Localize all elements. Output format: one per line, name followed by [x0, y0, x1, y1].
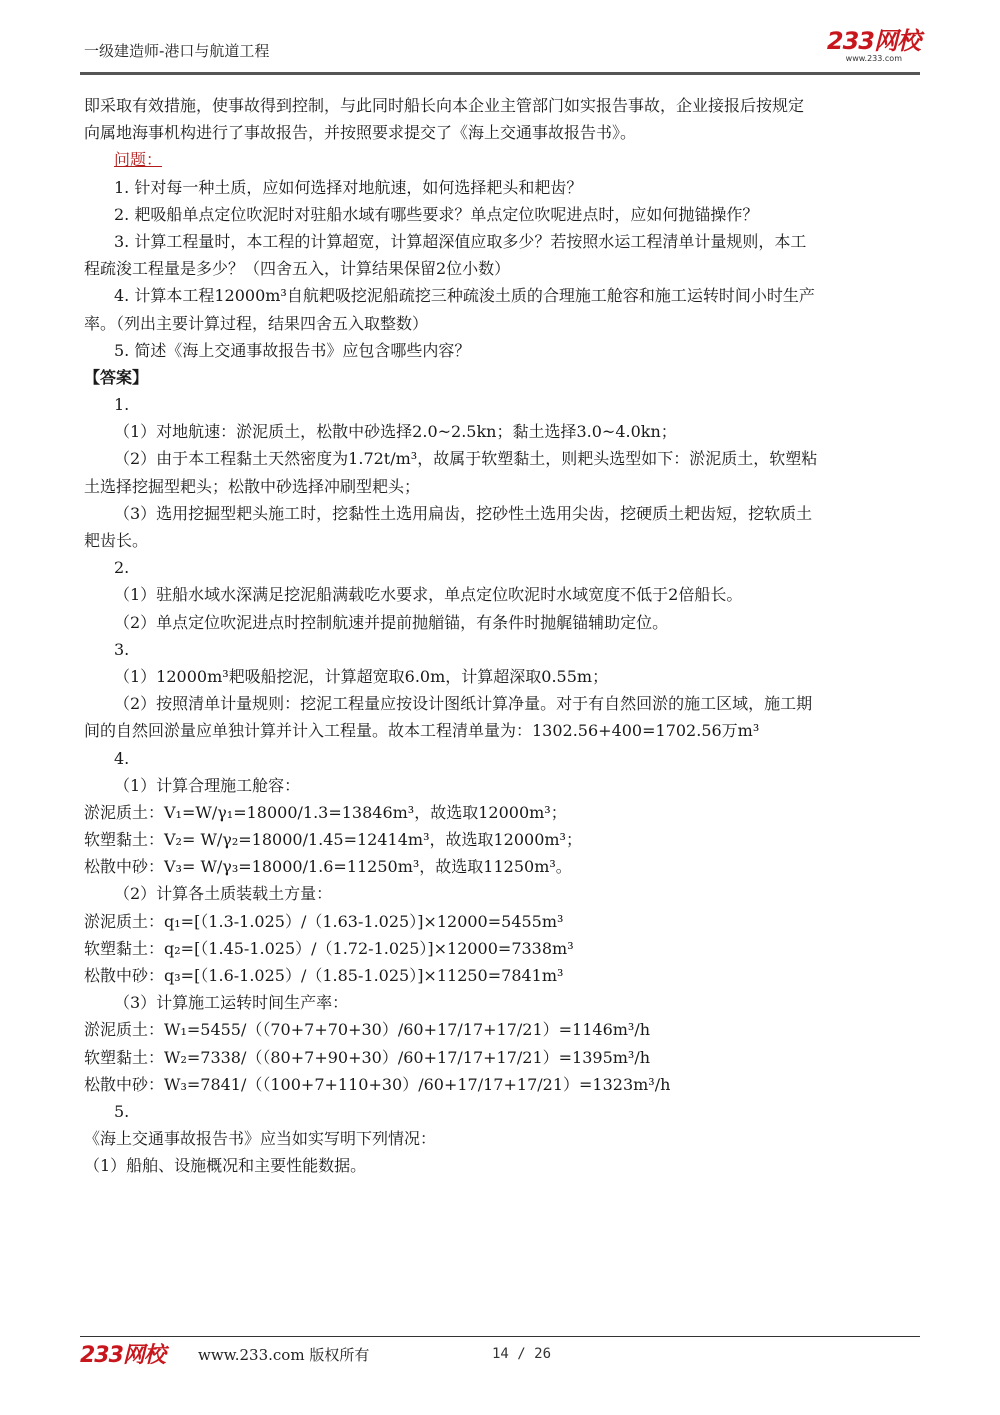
text-line: 耙齿长。	[84, 531, 149, 550]
section-heading: 问题：	[114, 150, 163, 170]
text-line: （2）计算各土质装载土方量：	[114, 884, 333, 904]
text-line: 5. 简述《海上交通事故报告书》应包含哪些内容？	[114, 340, 471, 360]
text-line: 松散中砂：q₃=[（1.6-1.025）/（1.85-1.025）]×11250=7841m³	[84, 966, 564, 985]
text-line: 淤泥质土：V₁=W/γ₁=18000/1.3=13846m³，故选取12000m³；	[84, 802, 567, 822]
text-line: （2）由于本工程黏土天然密度为1.72t/m³，故属于软塑黏土，则耙头选型如下：淤泥质土，软塑粘	[114, 449, 818, 469]
text-line: （2）单点定位吹泥进点时控制航速并提前抛艏锚，有条件时抛艉锚辅助定位。	[114, 612, 669, 632]
brand-logo	[827, 28, 920, 63]
brand-logo-url: www.233.com	[845, 54, 902, 63]
text-line: 松散中砂：V₃= W/γ₃=18000/1.6=11250m³，故选取11250m³。	[84, 857, 572, 877]
text-line: （1）12000m³耙吸船挖泥，计算超宽取6.0m，计算超深取0.55m；	[114, 666, 609, 686]
text-line: （2）按照清单计量规则：挖泥工程量应按设计图纸计算净量。对于有自然回淤的施工区域，施工期	[114, 694, 813, 714]
text-line: （1）驻船水域水深满足挖泥船满载吃水要求，单点定位吹泥时水域宽度不低于2倍船长。	[114, 585, 743, 605]
text-line: 程疏浚工程量是多少？（四舍五入，计算结果保留2位小数）	[84, 259, 511, 279]
text-line: （1）对地航速：淤泥质土，松散中砂选择2.0~2.5kn；黏土选择3.0~4.0kn；	[114, 422, 677, 442]
text-line: 2. 耙吸船单点定位吹泥时对驻船水域有哪些要求？单点定位吹呢进点时，应如何抛锚操作？	[114, 204, 759, 224]
text-line: （1）计算合理施工舱容：	[114, 775, 301, 795]
brand-logo-text: 233网校	[826, 27, 920, 55]
text-line: 松散中砂：W₃=7841/（（100+7+110+30）/60+17/17+17/21）=1323m³/h	[84, 1074, 671, 1094]
page-footer	[80, 1338, 920, 1368]
text-line: 3. 计算工程量时，本工程的计算超宽，计算超深值应取多少？若按照水运工程清单计量规则，本工	[114, 231, 807, 251]
footer-copyright: www.233.com 版权所有	[198, 1346, 370, 1364]
text-line: 4.	[114, 748, 130, 768]
text-line: 土选择挖掘型耙头；松散中砂选择冲刷型耙头；	[84, 476, 421, 496]
text-line: 3.	[114, 639, 130, 659]
text-line: 2.	[114, 558, 130, 578]
page-header	[84, 28, 920, 70]
text-line: 5.	[114, 1101, 130, 1121]
text-line: （3）选用挖掘型耙头施工时，挖黏性土选用扁齿，挖砂性土选用尖齿，挖硬质土耙齿短，挖软质土	[114, 503, 813, 523]
text-line: 1. 针对每一种土质，应如何选择对地航速，如何选择耙头和耙齿？	[114, 177, 583, 197]
text-line: 【答案】	[84, 367, 149, 387]
text-line: 淤泥质土：q₁=[（1.3-1.025）/（1.63-1.025）]×12000=5455m³	[84, 911, 564, 931]
text-line: 间的自然回淤量应单独计算并计入工程量。故本工程清单量为：1302.56+400=1702.56万m³	[84, 721, 760, 741]
text-line: 软塑黏土：V₂= W/γ₂=18000/1.45=12414m³，故选取12000m³；	[84, 830, 582, 850]
page-number: 14 / 26	[492, 1346, 552, 1362]
text-line: 向属地海事机构进行了事故报告，并按照要求提交了《海上交通事故报告书》。	[84, 123, 637, 143]
text-line: （1）船舶、设施概况和主要性能数据。	[84, 1156, 367, 1176]
text-line: 1.	[114, 395, 130, 415]
text-line: 淤泥质土：W₁=5455/（（70+7+70+30）/60+17/17+17/21）=1146m³/h	[84, 1020, 651, 1040]
document-body	[84, 92, 924, 1180]
text-line: 即采取有效措施，使事故得到控制，与此同时船长向本企业主管部门如实报告事故，企业接报后按规定	[84, 96, 805, 115]
text-line: （3）计算施工运转时间生产率：	[114, 993, 349, 1013]
footer-logo: 233网校	[80, 1343, 165, 1368]
text-line: 率。（列出主要计算过程，结果四舍五入取整数）	[84, 313, 429, 333]
footer-divider	[80, 1336, 920, 1337]
text-line: 软塑黏土：W₂=7338/（（80+7+90+30）/60+17/17+17/21）=1395m³/h	[84, 1047, 651, 1067]
text-line: 4. 计算本工程12000m³自航耙吸挖泥船疏挖三种疏浚土质的合理施工舱容和施工运转时间小时生产	[114, 286, 815, 306]
header-divider	[80, 72, 920, 75]
header-title: 一级建造师-港口与航道工程	[84, 42, 270, 60]
text-line: 《海上交通事故报告书》应当如实写明下列情况：	[84, 1129, 437, 1149]
text-line: 软塑黏土：q₂=[（1.45-1.025）/（1.72-1.025）]×12000=7338m³	[84, 938, 574, 958]
